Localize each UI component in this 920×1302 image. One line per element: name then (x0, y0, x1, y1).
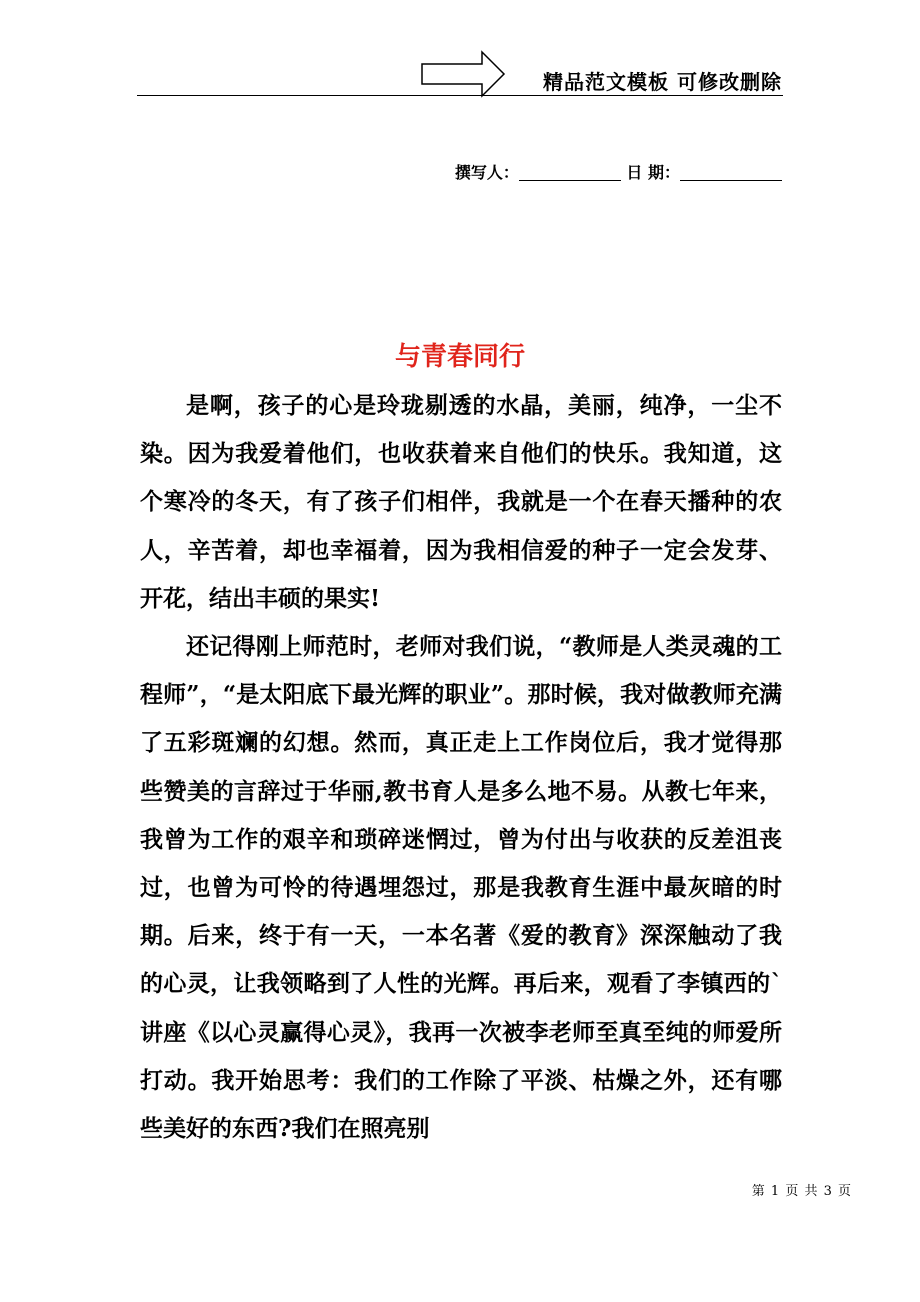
author-date-line (455, 160, 782, 183)
header-text: 精品范文模板 可修改删除 (543, 70, 782, 94)
arrow-icon (420, 50, 506, 98)
paragraph-1: 是啊，孩子的心是玲珑剔透的水晶，美丽，纯净，一尘不染。因为我爱着他们，也收获着来自他们的快乐。我知道，这个寒冷的冬天，有了孩子们相伴，我就是一个在春天播种的农人，辛苦着，却也幸福着，因为我相信爱的种子一定会发芽、开花，结出丰硕的果实! (140, 392, 782, 612)
body-text (140, 382, 782, 1153)
author-label: 撰写人： (454, 163, 519, 182)
header-divider (137, 95, 783, 96)
date-label: 日 期： (626, 163, 680, 182)
paragraph-2: 还记得刚上师范时，老师对我们说，“教师是人类灵魂的工程师”，“是太阳底下最光辉的职业”。那时候，我对做教师充满了五彩斑斓的幻想。然而，真正走上工作岗位后，我才觉得那些赞美的言辞过于华丽,教书育人是多么地不易。从教七年来，我曾为工作的艰辛和琐碎迷惘过，曾为付出与收获的反差沮丧过，也曾为可怜的待遇埋怨过，那是我教育生涯中最灰暗的时期。后来，终于有一天，一本名著《爱的教育》深深触动了我的心灵，让我领略到了人性的光辉。再后来，观看了李镇西的`讲座《以心灵赢得心灵》，我再一次被李老师至真至纯的师爱所打动。我开始思考：我们的工作除了平淡、枯燥之外，还有哪些美好的东西?我们在照亮别 (140, 633, 782, 1143)
document-title: 与青春同行 (394, 342, 525, 372)
author-blank[interactable] (519, 164, 621, 181)
page-number: 第 1 页 共 3 页 (751, 1184, 852, 1199)
date-blank[interactable] (680, 164, 782, 181)
